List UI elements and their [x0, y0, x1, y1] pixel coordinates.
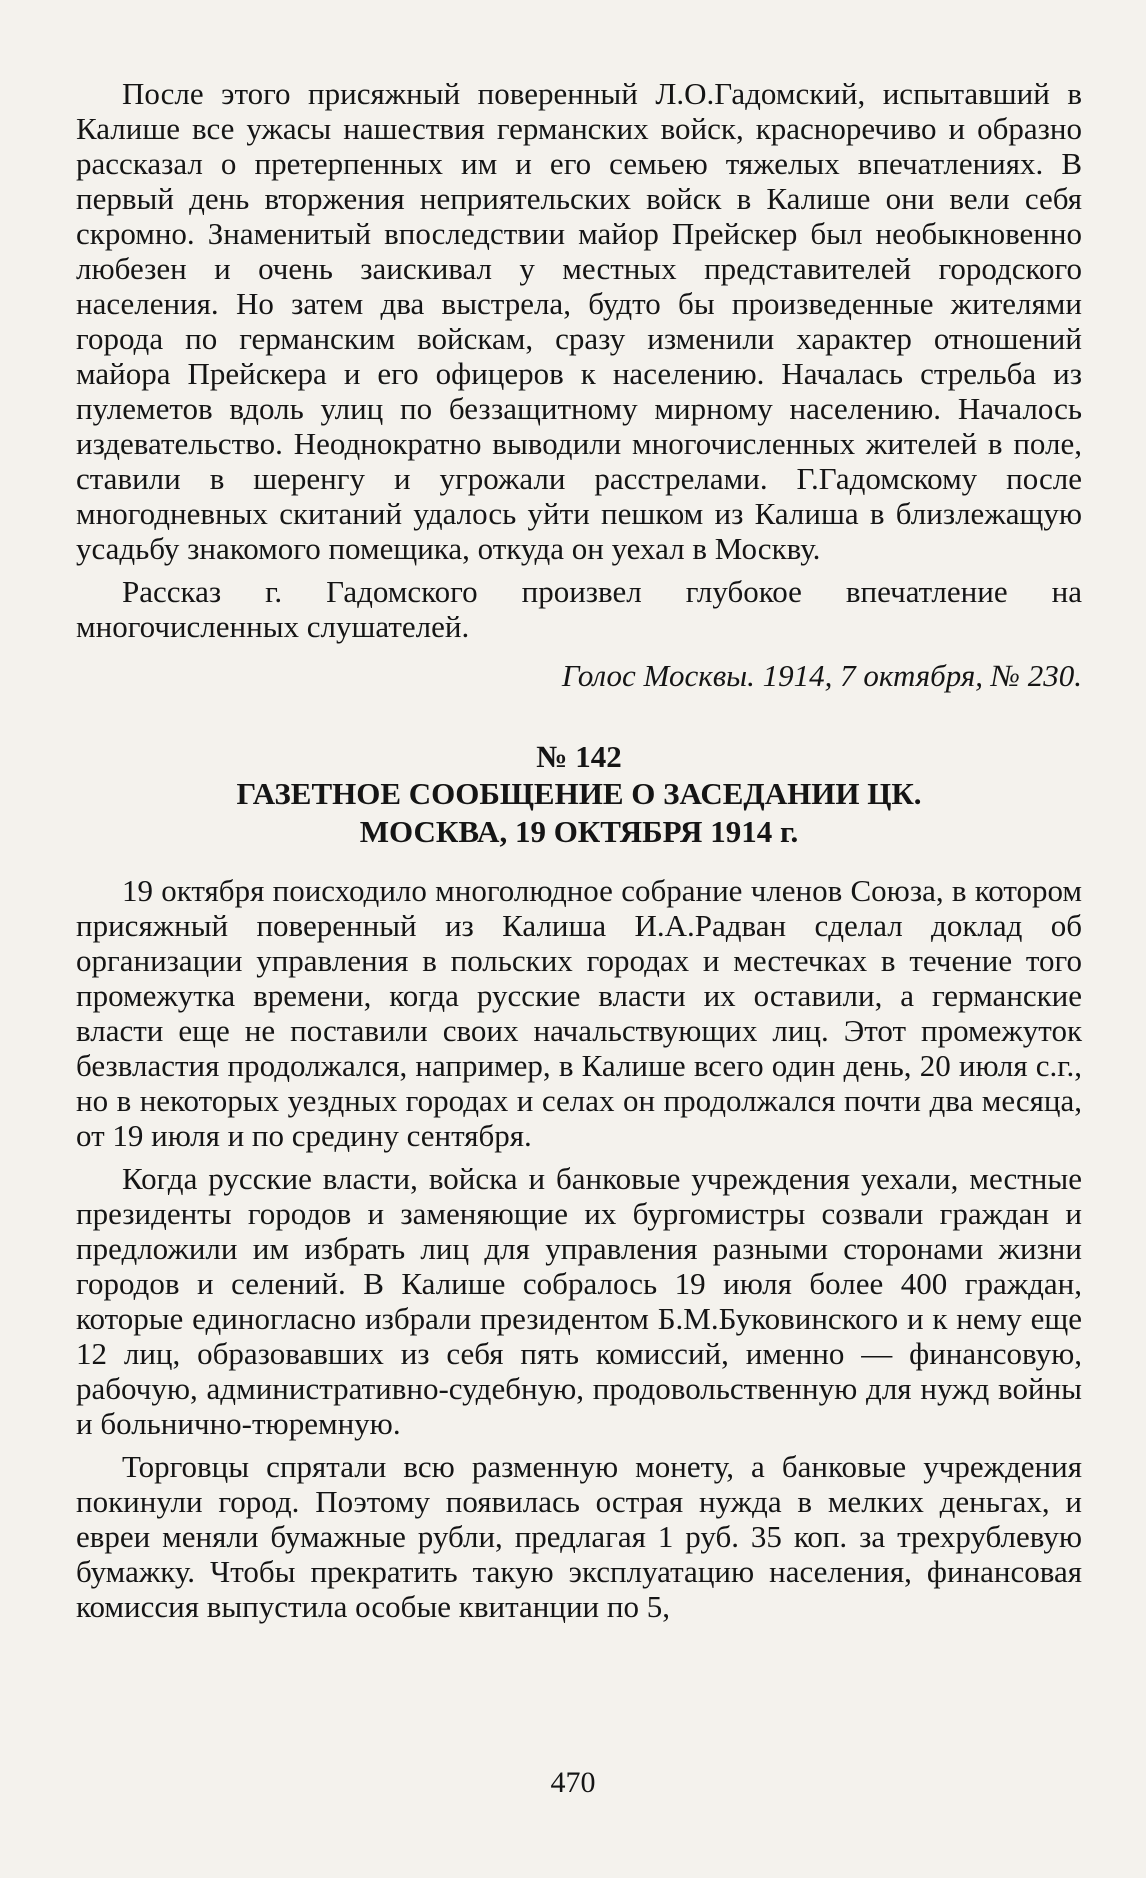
document-body — [76, 873, 1082, 1624]
body-paragraph: 19 октября поисходило многолюдное собрание членов Союза, в котором присяжный поверенный из Калиша И.А.Радван сделал доклад об организации управления в польских городах и местечках в течение того промежутка времени, когда русские власти их оставили, а германские власти еще не поставили своих начальствующих лиц. Этот промежуток безвластия продолжался, например, в Калише всего один день, 20 июля с.г., но в некоторых уездных городах и селах он продолжался почти два месяца, от 19 июля и по средину сентября. — [76, 873, 1082, 1153]
document-title — [76, 775, 1082, 851]
document-number: № 142 — [536, 739, 622, 774]
intro-paragraph: Рассказ г. Гадомского произвел глубокое впечатление на многочисленных слушателей. — [76, 574, 1082, 644]
document-title-line: ГАЗЕТНОЕ СООБЩЕНИЕ О ЗАСЕДАНИИ ЦК. — [236, 776, 922, 811]
source-citation: Голос Москвы. 1914, 7 октября, № 230. — [561, 658, 1082, 693]
intro-paragraph: После этого присяжный поверенный Л.О.Гадомский, испытавший в Калише все ужасы нашествия германских войск, красноречиво и образно рассказал о претерпенных им и его семьею тяжелых впечатлениях. В первый день вторжения неприятельских войск в Калише они вели себя скромно. Знаменитый впоследствии майор Прейскер был необыкновенно любезен и очень заискивал у местных представителей городского населения. Но затем два выстрела, будто бы произведенные жителями города по германским войскам, сразу изменили характер отношений майора Прейскера и его офицеров к населению. Началась стрельба из пулеметов вдоль улиц по беззащитному мирному населению. Началось издевательство. Неоднократно выводили многочисленных жителей в поле, ставили в шеренгу и угрожали расстрелами. Г.Гадомскому после многодневных скитаний удалось уйти пешком из Калиша в близлежащую усадьбу знакомого помещика, откуда он уехал в Москву. — [76, 76, 1082, 566]
body-paragraph: Когда русские власти, войска и банковые учреждения уехали, местные президенты городов и заменяющие их бургомистры созвали граждан и предложили им избрать лиц для управления разными сторонами жизни городов и селений. В Калише собралось 19 июля более 400 граждан, которые единогласно избрали президентом Б.М.Буковинского и к нему еще 12 лиц, образовавших из себя пять комиссий, именно — финансовую, рабочую, административно-судебную, продовольственную для нужд войны и больнично-тюремную. — [76, 1161, 1082, 1441]
body-paragraph: Торговцы спрятали всю разменную монету, а банковые учреждения покинули город. Поэтому появилась острая нужда в мелких деньгах, и евреи меняли бумажные рубли, предлагая 1 руб. 35 коп. за трехрублевую бумажку. Чтобы прекратить такую эксплуатацию населения, финансовая комиссия выпустила особые квитанции по 5, — [76, 1449, 1082, 1624]
page-content — [76, 76, 1082, 1624]
page-number: 470 — [550, 1766, 596, 1799]
document-title-line: МОСКВА, 19 ОКТЯБРЯ 1914 г. — [359, 814, 799, 849]
